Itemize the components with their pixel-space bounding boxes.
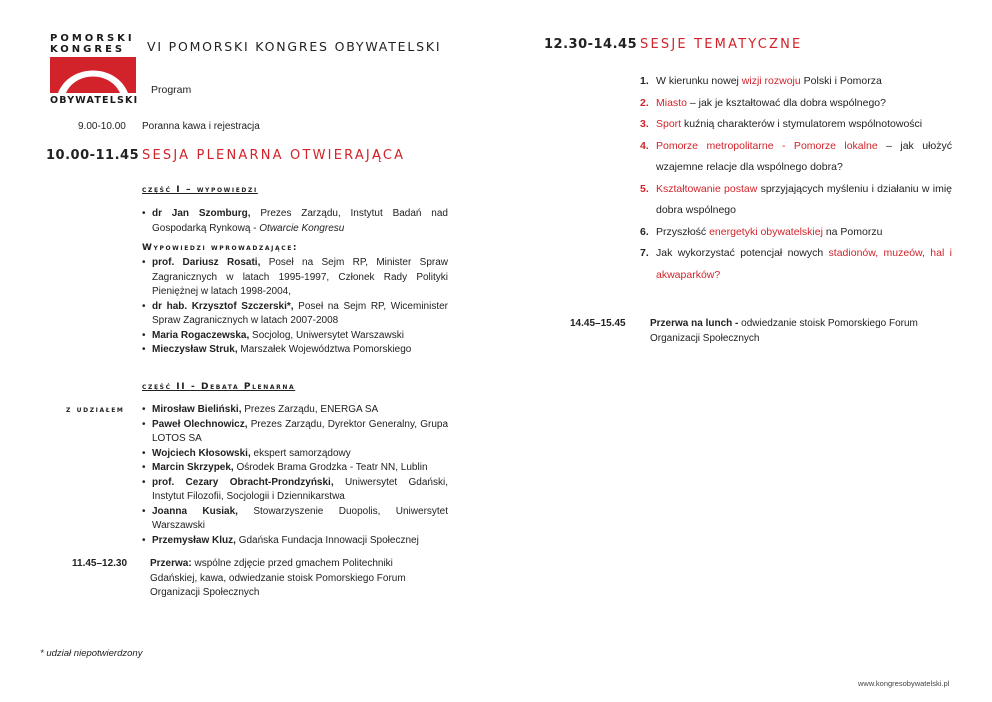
logo [50, 33, 140, 106]
lunch-text: Przerwa na lunch - odwiedzanie stoisk Pomorskiego Forum Organizacji Społecznych [650, 318, 918, 344]
coffee-text: Poranna kawa i rejestracja [142, 121, 260, 132]
list-item: 3. Sport kuźnią charakterów i stymulatorem wspólnotowości [640, 118, 923, 130]
part1-opening [142, 207, 448, 236]
thematic-list [640, 71, 952, 286]
list-item: • prof. Cezary Obracht-Prondzyński, Uniwersytet Gdański, Instytut Filozofii, Socjologii i Dziennikarstwa [142, 476, 448, 505]
logo-line1: POMORSKI [50, 33, 135, 44]
part1-title: część I – wypowiedzi [142, 185, 258, 195]
thematic-title: SESJE TEMATYCZNE [640, 37, 803, 52]
list-item: • Przemysław Kluz, Gdańska Fundacja Innowacji Społecznej [142, 534, 448, 549]
list-item: • Mieczysław Struk, Marszałek Województwa Pomorskiego [142, 343, 448, 358]
logo-arch-icon [50, 57, 136, 93]
list-item: 2. Miasto – jak je kształtować dla dobra wspólnego? [640, 96, 886, 109]
plenary-time: 10.00-11.45 [46, 148, 140, 163]
list-item: 7. Jak wykorzystać potencjał nowych stadionów, muzeów, hal i akwaparków? [640, 247, 952, 281]
intro-list [142, 256, 448, 358]
intro-title: Wypowiedzi wprowadzające: [142, 243, 299, 253]
list-item: • dr Jan Szomburg, Prezes Zarządu, Instytut Badań nad Gospodarką Rynkową - Otwarcie Kongresu [142, 207, 448, 236]
list-item: • Paweł Olechnowicz, Prezes Zarządu, Dyrektor Generalny, Grupa LOTOS SA [142, 418, 448, 447]
list-item: • Maria Rogaczewska, Socjolog, Uniwersytet Warszawski [142, 329, 448, 344]
thematic-time: 12.30-14.45 [544, 37, 638, 52]
footnote: * udział niepotwierdzony [40, 648, 143, 659]
list-item: • Mirosław Bieliński, Prezes Zarządu, ENERGA SA [142, 403, 448, 418]
panel-list [142, 403, 448, 548]
list-item: • prof. Dariusz Rosati, Poseł na Sejm RP, Minister Spraw Zagranicznych w latach 1995-1997, Członek Rady Polityki Pieniężnej w latach 1998-2004, [142, 256, 448, 300]
list-item: 6. Przyszłość energetyki obywatelskiej na Pomorzu [640, 225, 883, 238]
website-link[interactable]: www.kongresobywatelski.pl [858, 679, 950, 688]
list-item: 4. Pomorze metropolitarne - Pomorze lokalne – jak ułożyć wzajemne relacje dla wspólnego dobra? [640, 139, 953, 173]
break1-time: 11.45–12.30 [72, 558, 128, 569]
list-item: • Wojciech Kłosowski, ekspert samorządowy [142, 447, 448, 462]
plenary-title: SESJA PLENARNA OTWIERAJĄCA [142, 148, 406, 163]
coffee-time: 9.00-10.00 [78, 121, 126, 132]
list-item: 5. Kształtowanie postaw sprzyjających myśleniu i działaniu w imię dobra wspólnego [640, 182, 952, 216]
list-item: • Marcin Skrzypek, Ośrodek Brama Grodzka - Teatr NN, Lublin [142, 461, 448, 476]
break1-text: Przerwa: wspólne zdjęcie przed gmachem Politechniki Gdańskiej, kawa, odwiedzanie stoisk Pomorskiego Forum Organizacji Społecznych [150, 558, 406, 598]
list-item: 1. W kierunku nowej wizji rozwoju Polski i Pomorza [640, 75, 882, 87]
list-item: • Joanna Kusiak, Stowarzyszenie Duopolis, Uniwersytet Warszawski [142, 505, 448, 534]
list-item: • dr hab. Krzysztof Szczerski*, Poseł na Sejm RP, Wiceminister Spraw Zagranicznych w latach 2007-2008 [142, 300, 448, 329]
part2-title: część II - Debata Plenarna [142, 382, 296, 392]
lunch-time: 14.45–15.45 [570, 318, 626, 329]
page-title: VI POMORSKI KONGRES OBYWATELSKI [147, 39, 442, 54]
panel-label: z udziałem [66, 405, 125, 415]
logo-line3: OBYWATELSKI [50, 95, 139, 106]
logo-line2: KONGRES [50, 44, 126, 55]
program-label: Program [151, 84, 192, 96]
